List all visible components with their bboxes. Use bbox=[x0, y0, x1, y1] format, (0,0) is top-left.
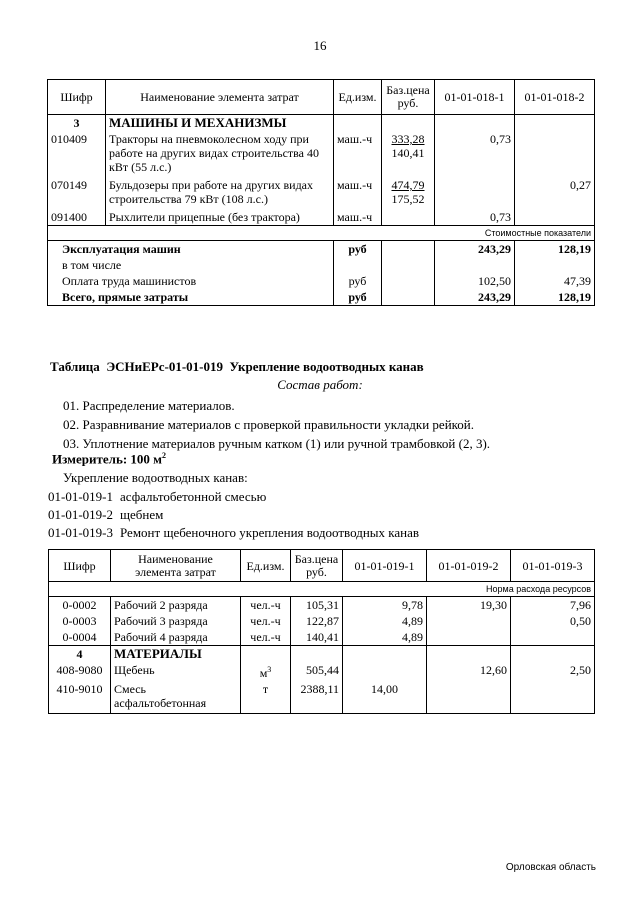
list-item: 01-01-019-2 щебнем bbox=[48, 507, 164, 522]
header-unit: Ед.изм. bbox=[334, 80, 382, 115]
header-code: Шифр bbox=[48, 80, 106, 115]
table-row: 0-0004 Рабочий 4 разряда чел.-ч 140,41 4,89 bbox=[49, 629, 595, 646]
header-unit: Ед.изм. bbox=[241, 550, 291, 582]
list-item: 01-01-019-1 асфальтобетонной смесью bbox=[48, 489, 267, 504]
list-item: 02. Разравнивание материалов с проверкой правильности укладки рейкой. bbox=[63, 417, 475, 432]
section-row: 4 МАТЕРИАЛЫ bbox=[49, 646, 595, 663]
work-steps bbox=[63, 396, 490, 453]
resources-table bbox=[48, 549, 595, 714]
header-col1: 01-01-018-1 bbox=[435, 80, 515, 115]
variants-intro: Укрепление водоотводных канав: bbox=[63, 470, 248, 485]
header-col2: 01-01-019-2 bbox=[427, 550, 511, 582]
table-row: 070149 Бульдозеры при работе на других видах строительства 79 кВт (108 л.с.) маш.-ч 474,79 175,52 0,27 bbox=[48, 177, 595, 209]
table-row: 0-0002 Рабочий 2 разряда чел.-ч 105,31 9,78 19,30 7,96 bbox=[49, 597, 595, 614]
section-row: 3 МАШИНЫ И МЕХАНИЗМЫ bbox=[48, 115, 595, 132]
variants-list bbox=[48, 488, 419, 542]
list-item: 01-01-019-3 Ремонт щебеночного укрепления водоотводных канав bbox=[48, 525, 420, 540]
header-col3: 01-01-019-3 bbox=[511, 550, 595, 582]
header-col2: 01-01-018-2 bbox=[515, 80, 595, 115]
cost-indicators-label: Стоимостные показатели bbox=[48, 226, 595, 241]
list-item: 01. Распределение материалов. bbox=[63, 398, 235, 413]
header-code: Шифр bbox=[49, 550, 111, 582]
header-col1: 01-01-019-1 bbox=[343, 550, 427, 582]
table-row: 091400 Рыхлители прицепные (без трактора) маш.-ч 0,73 bbox=[48, 209, 595, 226]
header-name: Наименование элемента затрат bbox=[111, 550, 241, 582]
table-row: 410-9010 Смесь асфальтобетонная т 2388,11 14,00 bbox=[49, 681, 595, 713]
list-item: 03. Уплотнение материалов ручным катком (1) или ручной трамбовкой (2, 3). bbox=[63, 436, 491, 451]
summary-row: Оплата труда машинистов руб 102,50 47,39 bbox=[48, 273, 595, 289]
table-row: 0-0003 Рабочий 3 разряда чел.-ч 122,87 4,89 0,50 bbox=[49, 613, 595, 629]
header-price: Баз.цена руб. bbox=[382, 80, 435, 115]
summary-row: в том числе bbox=[48, 257, 595, 273]
summary-row: Всего, прямые затраты руб 243,29 128,19 bbox=[48, 289, 595, 306]
norm-label: Норма расхода ресурсов bbox=[49, 582, 595, 597]
header-name: Наименование элемента затрат bbox=[106, 80, 334, 115]
summary-row: Эксплуатация машин руб 243,29 128,19 bbox=[48, 241, 595, 258]
footer-region: Орловская область bbox=[505, 862, 596, 873]
table-row: 408-9080 Щебень $м^3$ 505,44 12,60 2,50 bbox=[49, 662, 595, 681]
measure-label: Измеритель: 100 $м^2$ bbox=[52, 451, 167, 467]
table-row: 010409 Тракторы на пневмоколесном ходу при работе на других видах строительства 40 кВт (55 л.с.) маш.-ч 333,28 140,41 0,73 bbox=[48, 131, 595, 177]
page-number: 16 bbox=[313, 38, 327, 53]
header-price: Баз.цена руб. bbox=[291, 550, 343, 582]
work-heading: Состав работ: bbox=[277, 377, 363, 392]
machines-table bbox=[47, 79, 595, 306]
table-title: Таблица ЭСНиЕРс-01-01-019 Укрепление водоотводных канав bbox=[50, 359, 424, 374]
